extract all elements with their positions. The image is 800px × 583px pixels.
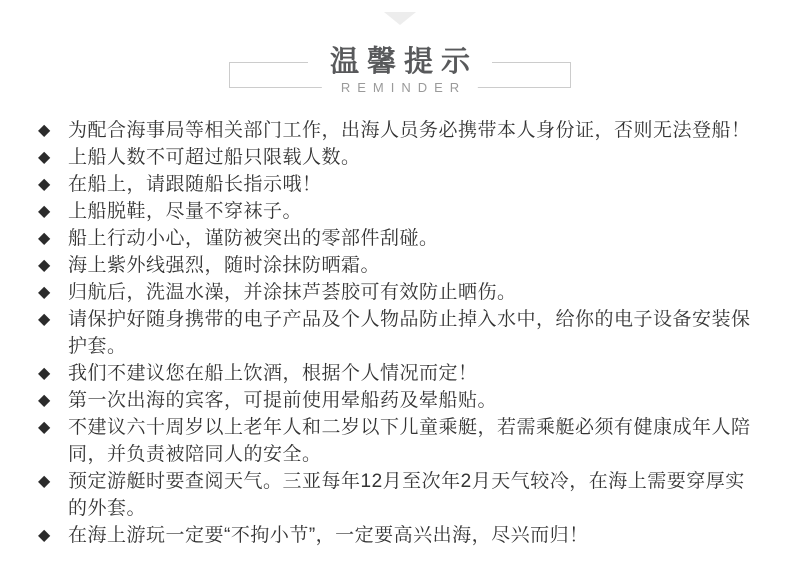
diamond-bullet-icon: ◆ bbox=[38, 230, 51, 247]
list-item bbox=[38, 171, 762, 198]
triangle-down-icon bbox=[384, 12, 416, 25]
tip-text: 海上紫外线强烈，随时涂抹防晒霜。 bbox=[68, 255, 381, 276]
list-item bbox=[38, 468, 762, 522]
diamond-bullet-icon: ◆ bbox=[38, 419, 51, 436]
tip-text: 预定游艇时要查阅天气。三亚每年12月至次年2月天气较冷，在海上需要穿厚实的外套。 bbox=[68, 471, 745, 519]
tip-text: 上船人数不可超过船只限载人数。 bbox=[68, 147, 361, 168]
list-item bbox=[38, 279, 762, 306]
tip-text: 上船脱鞋，尽量不穿袜子。 bbox=[68, 201, 303, 222]
tips-list bbox=[38, 117, 762, 549]
tip-text: 我们不建议您在船上饮酒，根据个人情况而定！ bbox=[68, 363, 478, 384]
diamond-bullet-icon: ◆ bbox=[38, 365, 51, 382]
diamond-bullet-icon: ◆ bbox=[38, 473, 51, 490]
diamond-bullet-icon: ◆ bbox=[38, 311, 51, 328]
list-item bbox=[38, 225, 762, 252]
tip-text: 不建议六十周岁以上老年人和二岁以下儿童乘艇，若需乘艇必须有健康成年人陪同，并负责被陪同人的安全。 bbox=[68, 417, 751, 465]
page-title: 温馨提示 bbox=[308, 46, 492, 78]
diamond-bullet-icon: ◆ bbox=[38, 122, 51, 139]
list-item bbox=[38, 414, 762, 468]
diamond-bullet-icon: ◆ bbox=[38, 527, 51, 544]
diamond-bullet-icon: ◆ bbox=[38, 203, 51, 220]
header bbox=[229, 46, 571, 95]
page-subtitle: REMINDER bbox=[322, 80, 478, 95]
list-item bbox=[38, 306, 762, 360]
diamond-bullet-icon: ◆ bbox=[38, 149, 51, 166]
diamond-bullet-icon: ◆ bbox=[38, 257, 51, 274]
list-item bbox=[38, 198, 762, 225]
tip-text: 在船上，请跟随船长指示哦！ bbox=[68, 174, 322, 195]
tip-text: 为配合海事局等相关部门工作，出海人员务必携带本人身份证，否则无法登船！ bbox=[68, 120, 751, 141]
diamond-bullet-icon: ◆ bbox=[38, 176, 51, 193]
list-item bbox=[38, 360, 762, 387]
list-item bbox=[38, 252, 762, 279]
list-item bbox=[38, 117, 762, 144]
diamond-bullet-icon: ◆ bbox=[38, 284, 51, 301]
list-item bbox=[38, 144, 762, 171]
list-item bbox=[38, 387, 762, 414]
tip-text: 船上行动小心，谨防被突出的零部件刮碰。 bbox=[68, 228, 439, 249]
tip-text: 归航后，洗温水澡，并涂抹芦荟胶可有效防止晒伤。 bbox=[68, 282, 517, 303]
list-item bbox=[38, 522, 762, 549]
tip-text: 请保护好随身携带的电子产品及个人物品防止掉入水中，给你的电子设备安装保护套。 bbox=[68, 309, 751, 357]
diamond-bullet-icon: ◆ bbox=[38, 392, 51, 409]
tip-text: 在海上游玩一定要“不拘小节”，一定要高兴出海，尽兴而归！ bbox=[68, 525, 589, 546]
tip-text: 第一次出海的宾客，可提前使用晕船药及晕船贴。 bbox=[68, 390, 498, 411]
